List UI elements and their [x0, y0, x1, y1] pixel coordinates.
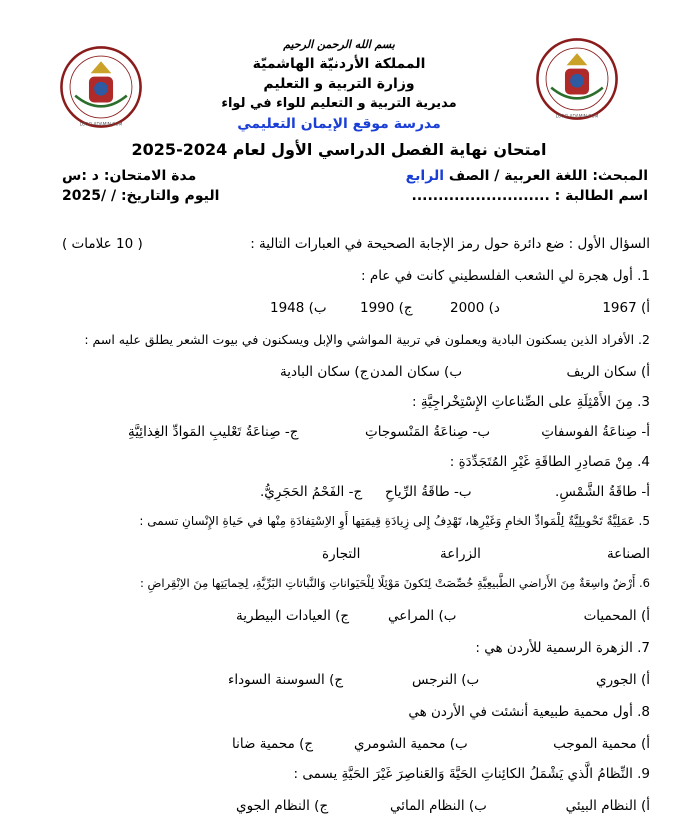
question-6: 6. أَرْضٌ واسِعَةٌ مِنَ الأَراضي الطَّبيعِيَّةِ خُصِّصَتْ لِتَكونَ مَوْئِلًا لِلْحَيَواناتِ وَالنَّباتاتِ البَرِّيَّةِ، لِحِمايَتِها مِنَ الاِنْقِراضِ : [139, 576, 650, 590]
q5-option-b[interactable]: الزراعة [440, 546, 481, 562]
question-4: 4. مِنْ مَصادِرِ الطاقَةِ غَيْرِ المُتَجَدِّدَةِ : [449, 454, 650, 470]
section-title: السؤال الأول : ضع دائرة حول رمز الإجابة الصحيحة في العبارات التالية : [250, 236, 650, 252]
q7-option-b[interactable]: ب) النرجس [412, 672, 480, 688]
q1-option-d[interactable]: د) 2000 [450, 300, 500, 316]
q8-option-c[interactable]: ج) محمية ضانا [232, 736, 314, 752]
question-5: 5. عَمَلِيَّةٌ تَحْويلِيَّةٌ لِلْمَوادِّ الخامِ وَغَيْرِها، تَهْدِفُ إِلى زِيادَةِ قِيمَتِها أَوِ الاِسْتِفادَةِ مِنْها في حَياةِ الإِنْسانِ تسمى : [139, 514, 650, 528]
q7-option-a[interactable]: أ) الجوري [596, 672, 650, 688]
date-value: / /2025 [62, 188, 117, 204]
exam-title: امتحان نهاية الفصل الدراسي الأول لعام 2024-2025 [131, 140, 547, 159]
q8-option-b[interactable]: ب) محمية الشومري [354, 736, 468, 752]
basmala: بسم الله الرحمن الرحيم [283, 38, 395, 51]
q6-option-a[interactable]: أ) المحميات [583, 608, 650, 624]
q1-option-b[interactable]: ب) 1948 [270, 300, 327, 316]
date-field [62, 188, 219, 204]
ministry-name: وزارة التربية و التعليم [263, 76, 415, 92]
question-7: 7. الزهرة الرسمية للأردن هي : [475, 640, 650, 656]
q9-option-c[interactable]: ج) النظام الجوي [236, 798, 329, 814]
grade-label: الصف [448, 168, 490, 184]
q5-option-a[interactable]: الصناعة [606, 546, 650, 562]
q6-option-c[interactable]: ج) العيادات البيطرية [236, 608, 350, 624]
q4-option-a[interactable]: أ- طاقَةُ الشَّمْسِ. [555, 484, 650, 500]
info-separator: / [494, 168, 500, 184]
q9-option-a[interactable]: أ) النظام البيئي [565, 798, 650, 814]
q5-option-c[interactable]: التجارة [322, 546, 361, 562]
q9-option-b[interactable]: ب) النظام المائي [390, 798, 487, 814]
q3-option-a[interactable]: أ- صِناعَةُ الفوسفاتِ [541, 424, 650, 440]
q1-option-a[interactable]: أ) 1967 [602, 300, 650, 316]
q4-option-c[interactable]: ج- الفَحْمُ الحَجَرِيُّ. [260, 484, 363, 500]
date-label: اليوم والتاريخ: [120, 188, 220, 204]
q1-option-c[interactable]: ج) 1990 [360, 300, 413, 316]
section-marks: ( 10 علامات ) [62, 236, 143, 252]
q3-option-b[interactable]: ب- صِناعَةُ المَنْسوجاتِ [365, 424, 491, 440]
question-9: 9. النِّظامُ الَّذي يَشْمَلُ الكائِناتِ الحَيَّةَ وَالعَناصِرَ غَيْرَ الحَيَّةِ يسمى : [293, 766, 650, 782]
q3-option-c[interactable]: ج- صِناعَةُ تَعْليبِ المَوادِّ الغِذائِيَّةِ [128, 424, 299, 440]
question-3: 3. مِنَ الأَمْثِلَةِ على الصِّناعاتِ الإِسْتِخْراجِيَّةِ : [412, 394, 650, 410]
question-8: 8. أول محمية طبيعية أنشئت في الأردن هي [408, 704, 650, 720]
directorate-name: مديرية التربية و التعليم للواء في لواء [221, 96, 457, 111]
q2-option-b[interactable]: ب) سكان المدن [370, 364, 463, 380]
q8-option-a[interactable]: أ) محمية الموجب [553, 736, 650, 752]
student-name-field: اسم الطالبة : .......................... [411, 188, 648, 204]
q4-option-b[interactable]: ب- طاقَةُ الرِّياحِ [385, 484, 472, 500]
logo-caption-right: LOGO-ADAMIN.COM [555, 114, 599, 120]
question-2: 2. الأفراد الذين يسكنون البادية ويعملون في تربية المواشي والإبل ويسكنون في بيوت الشعر يطلق عليه اسم : [84, 332, 650, 347]
exam-duration: مدة الامتحان: د :س [62, 168, 197, 184]
subject-grade [406, 168, 648, 184]
q2-option-a[interactable]: أ) سكان الريف [566, 364, 650, 380]
kingdom-name: المملكة الأردنيّة الهاشميّة [252, 56, 426, 72]
question-1: 1. أول هجرة لي الشعب الفلسطيني كانت في عام : [361, 268, 650, 284]
school-name: مدرسة موقع الإيمان التعليمي [237, 116, 441, 132]
grade-value: الرابع [405, 168, 444, 184]
q6-option-b[interactable]: ب) المراعي [388, 608, 457, 624]
subject-label: المبحث: اللغة العربية [504, 168, 648, 184]
q7-option-c[interactable]: ج) السوسنة السوداء [228, 672, 344, 688]
q2-option-c[interactable]: ج) سكان البادية [280, 364, 369, 380]
logo-caption-left: LOGO-ADAMIN.COM [79, 122, 123, 128]
